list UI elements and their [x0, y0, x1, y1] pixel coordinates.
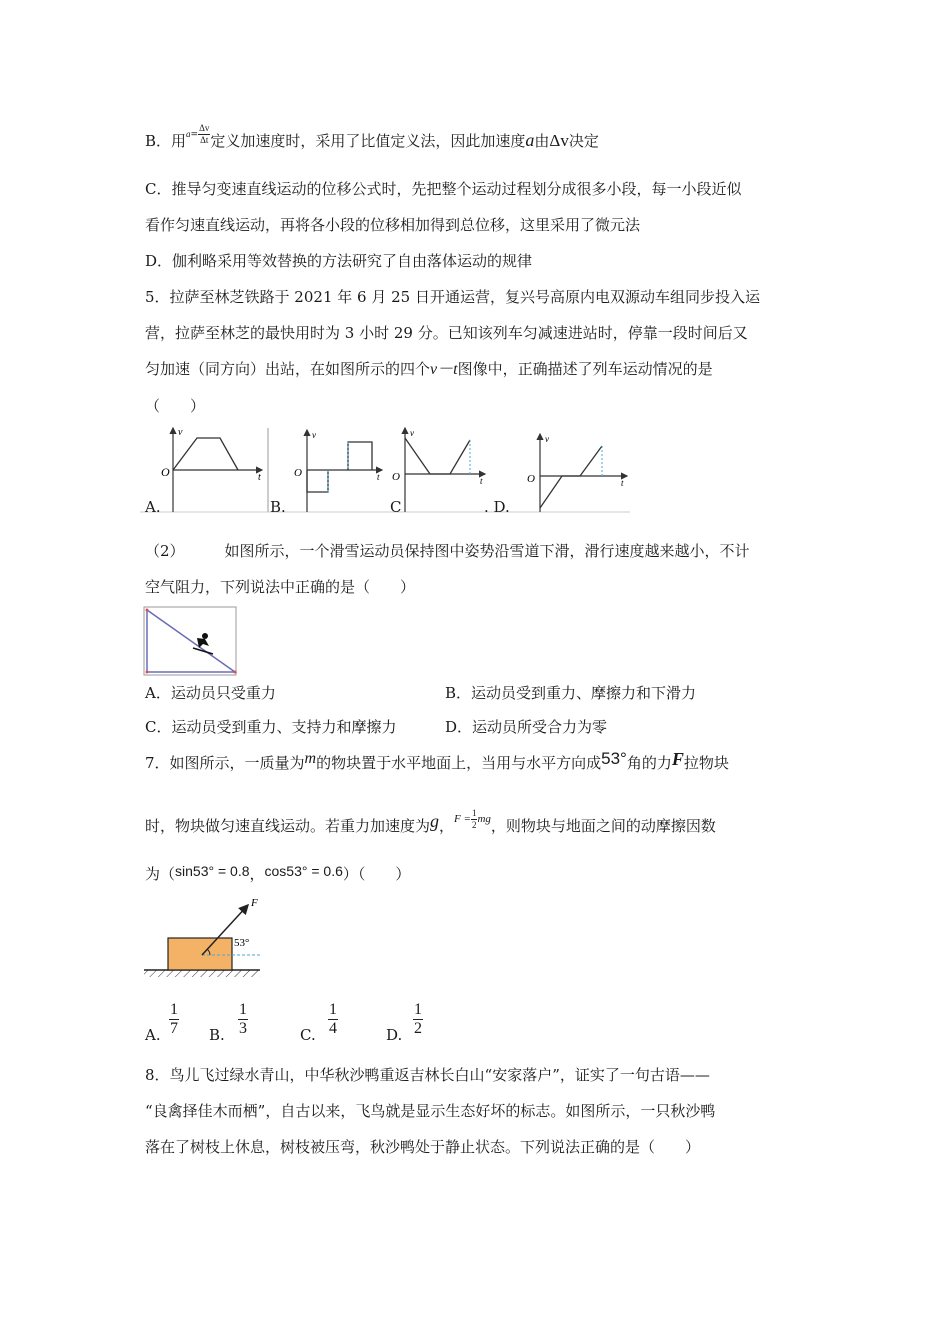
q5-label-c: C	[390, 498, 402, 516]
slope-vertex-top	[146, 609, 149, 612]
vt-symbol: v－t	[430, 361, 458, 378]
choice-b-den: 3	[239, 1020, 247, 1037]
choice-b-label: B.	[209, 1026, 225, 1044]
q7-sep: ，	[439, 817, 455, 835]
q6-option-b: B．运动员受到重力、摩擦力和下滑力	[445, 684, 697, 702]
q5-label-a: A.	[145, 498, 161, 516]
q7-choices	[145, 1000, 475, 1050]
formula-numerator: Δv	[199, 122, 210, 133]
graph-b-v-label: v	[312, 430, 316, 440]
figure-F-label: F	[251, 897, 258, 909]
choice-a-num: 1	[170, 1001, 178, 1018]
graph-a-origin: O	[161, 465, 170, 479]
graph-c-v-label: v	[410, 428, 414, 438]
force-formula	[454, 809, 491, 830]
option-b-line	[145, 122, 599, 153]
q7-line1	[145, 749, 729, 774]
formula-lhs: a	[186, 128, 191, 139]
q6-line2: 空气阻力，下列说法中正确的是（ ）	[145, 578, 416, 596]
q7-line2b: ，则物块与地面之间的动摩擦因数	[490, 817, 716, 835]
graph-b-origin: O	[294, 467, 302, 479]
q5-line2: 营，拉萨至林芝的最快用时为 3 小时 29 分。已知该列车匀减速进站时，停靠一段时间后又	[145, 324, 748, 342]
q6-line1-text: 如图所示，一个滑雪运动员保持图中姿势沿雪道下滑，滑行速度越来越小，不计	[224, 542, 750, 560]
var-a: a	[525, 130, 535, 150]
q7-line1c: 角的力	[626, 754, 672, 772]
choice-b-num: 1	[239, 1001, 247, 1018]
graph-a-t-label: t	[258, 472, 261, 483]
choice-d-label: D.	[386, 1026, 403, 1044]
choice-a-label: A.	[145, 1026, 161, 1044]
choice-c-label: C.	[300, 1026, 316, 1044]
sin-value: sin53° = 0.8	[175, 863, 250, 879]
graph-d-origin: O	[527, 473, 535, 485]
q7-line3a: 为（	[145, 865, 176, 883]
q7-comma: ，	[249, 865, 265, 883]
graph-c	[392, 428, 485, 512]
q5-line3	[145, 359, 713, 380]
graph-c-line	[405, 438, 470, 474]
graph-b	[294, 430, 382, 512]
option-d-line: D．伽利略采用等效替换的方法研究了自由落体运动的规律	[145, 252, 533, 270]
graph-c-t-label: t	[480, 476, 483, 486]
slope-vertex-bottom	[146, 671, 149, 674]
choice-c-frac	[328, 1002, 338, 1037]
q8-line2: “良禽择佳木而栖”，自古以来，飞鸟就是显示生态好坏的标志。如图所示，一只秋沙鸭	[145, 1102, 716, 1120]
graph-a-v-label: v	[178, 427, 183, 438]
var-delta-v: Δv	[549, 131, 569, 150]
q6-number: （2）	[145, 542, 185, 560]
graph-d-line	[540, 446, 602, 508]
force-lhs: F =	[454, 812, 471, 825]
formula-denominator: Δt	[200, 134, 209, 145]
option-c-line2: 看作匀速直线运动，再将各小段的位移相加得到总位移，这里采用了微元法	[145, 216, 641, 234]
q7-line1a: 7．如图所示，一质量为	[145, 754, 305, 772]
q5-label-d: . D.	[484, 498, 510, 516]
q7-line2a: 时，物块做匀速直线运动。若重力加速度为	[145, 817, 431, 835]
choice-d-den: 2	[414, 1020, 422, 1037]
q7-line3	[145, 864, 410, 884]
force-frac-den: 2	[471, 819, 477, 830]
graph-b-t-label: t	[377, 472, 380, 482]
graph-d	[527, 434, 627, 512]
figure-angle-label: 53°	[234, 937, 250, 949]
ski-slope-figure	[143, 606, 239, 678]
choice-c-num: 1	[329, 1001, 337, 1018]
force-frac-num: 1	[471, 807, 477, 818]
choice-b-frac	[238, 1002, 248, 1037]
option-c-line1: C．推导匀变速直线运动的位移公式时，先把整个运动过程划分成很多小段，每一小段近似	[145, 180, 742, 198]
graph-b-neg-step	[307, 470, 328, 492]
graph-a-line	[173, 438, 238, 470]
var-g: g	[430, 811, 440, 831]
q5-line4: （ ）	[145, 397, 206, 415]
var-F: F	[671, 749, 684, 769]
q6-line1	[145, 541, 750, 561]
q7-line1d: 拉物块	[683, 754, 729, 772]
slope-triangle	[147, 610, 235, 672]
option-b-text2: 由	[534, 132, 550, 150]
q5-line3a: 匀加速（同方向）出站，在如图所示的四个	[145, 360, 431, 378]
skier-icon	[193, 633, 213, 654]
cos-value: cos53° = 0.6	[264, 863, 343, 879]
choice-a-den: 7	[170, 1020, 178, 1037]
q8-line3: 落在了树枝上休息，树枝被压弯，秋沙鸭处于静止状态。下列说法正确的是（ ）	[145, 1138, 701, 1156]
var-m: m	[304, 750, 317, 767]
q7-line2	[145, 807, 716, 838]
q7-line1b: 的物块置于水平地面上，当用与水平方向成	[316, 754, 602, 772]
choice-d-frac	[413, 1002, 423, 1037]
q8-line1: 8．鸟儿飞过绿水青山，中华秋沙鸭重返吉林长白山“安家落户”，证实了一句古语——	[145, 1066, 710, 1084]
choice-d-num: 1	[414, 1001, 422, 1018]
angle-53: 53°	[601, 749, 627, 768]
slope-vertex-right	[234, 671, 237, 674]
choice-a-frac	[169, 1002, 179, 1037]
q6-option-a: A．运动员只受重力	[145, 684, 276, 702]
graph-c-origin: O	[392, 471, 400, 483]
option-b-text3: 决定	[568, 132, 599, 150]
q5-label-b: B.	[270, 498, 286, 516]
q5-line3b: 图像中，正确描述了列车运动情况的是	[457, 360, 713, 378]
option-b-text1: 定义加速度时，采用了比值定义法，因此加速度	[210, 132, 526, 150]
graph-a	[161, 427, 262, 512]
acceleration-formula: a= $\frac{\Delta v}{\Delta t}$	[186, 122, 210, 145]
force-mg: mg	[477, 812, 491, 825]
q7-line3b: ）（ ）	[342, 865, 411, 883]
graph-b-pos-step	[348, 442, 372, 470]
graph-d-v-label: v	[545, 434, 549, 444]
choice-c-den: 4	[329, 1020, 337, 1037]
q6-option-d: D．运动员所受合力为零	[445, 718, 608, 736]
q6-option-c: C．运动员受到重力、支持力和摩擦力	[145, 718, 397, 736]
block-force-figure	[140, 893, 265, 985]
block	[168, 938, 232, 970]
ground-hatch	[144, 970, 260, 977]
q5-line1: 5．拉萨至林芝铁路于 2021 年 6 月 25 日开通运营，复兴号高原内电双源动车组同步投入运	[145, 288, 760, 306]
graph-d-t-label: t	[621, 478, 624, 488]
option-b-prefix: B．用	[145, 132, 187, 150]
